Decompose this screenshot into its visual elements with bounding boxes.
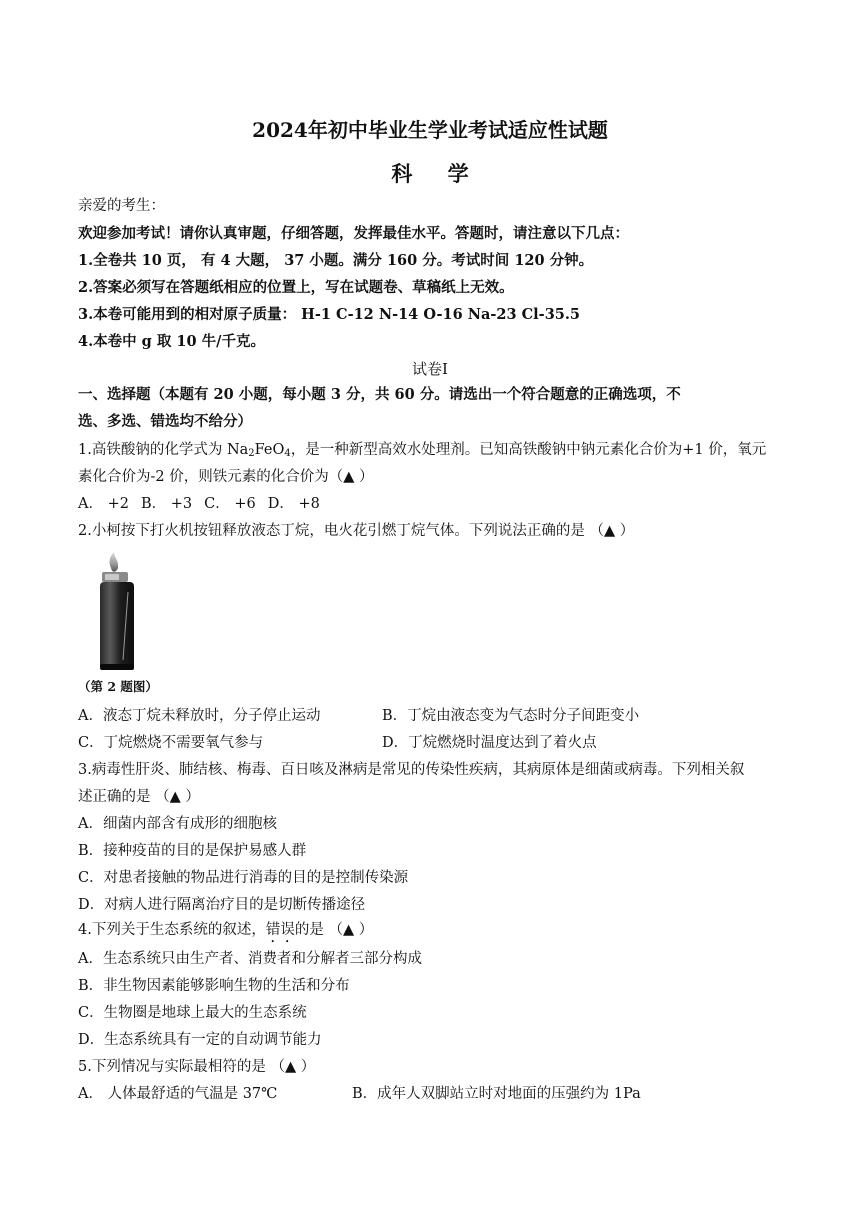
notice-intro: 欢迎参加考试！请你认真审题，仔细答题，发挥最佳水平。答题时，请注意以下几点：	[78, 225, 629, 242]
q3-option-b: B．接种疫苗的目的是保护易感人群	[78, 843, 307, 859]
q1-option-d: D． +8	[267, 496, 320, 512]
notice-item-2: 2.答案必须写在答题纸相应的位置上，写在试题卷、草稿纸上无效。	[78, 279, 514, 296]
q1-option-a: A． +2	[78, 496, 129, 512]
flame-icon	[110, 552, 119, 572]
exam-title: 2024年初中毕业生学业考试适应性试题	[252, 118, 608, 142]
q2-option-c: C．丁烷燃烧不需要氧气参与	[78, 735, 264, 751]
q4-option-d: D．生态系统具有一定的自动调节能力	[78, 1032, 322, 1048]
q2-stem: 2.小柯按下打火机按钮释放液态丁烷，电火花引燃丁烷气体。下列说法正确的是 （▲ ）	[78, 523, 635, 539]
q4-option-c: C．生物圈是地球上最大的生态系统	[78, 1005, 307, 1021]
notice-item-1: 1.全卷共 10 页， 有 4 大题， 37 小题。满分 160 分。考试时间 120 分钟。	[78, 252, 594, 269]
notice-item-3: 3.本卷可能用到的相对原子质量： H-1 C-12 N-14 O-16 Na-23 Cl-35.5	[78, 306, 581, 323]
q1-stem-line1: 1.高铁酸钠的化学式为 $Na_2FeO_4$，是一种新型高效水处理剂。已知高铁酸钠中钠元素化合价为+1 价，氧元	[78, 442, 767, 459]
paper-label: 试卷Ⅰ	[412, 360, 448, 378]
q3-option-d: D．对病人进行隔离治疗目的是切断传播途径	[78, 897, 366, 913]
q1-option-c: C． +6	[204, 496, 256, 512]
q3-option-c: C．对患者接触的物品进行消毒的目的是控制传染源	[78, 870, 409, 886]
q5-option-b: B．成年人双脚站立时对地面的压强约为 1Pa	[352, 1086, 641, 1102]
lighter-body	[100, 582, 134, 670]
q3-option-a: A．细菌内部含有成形的细胞核	[78, 816, 277, 832]
q2-figure-caption: （第 2 题图）	[78, 679, 158, 694]
q2-option-d: D．丁烷燃烧时温度达到了着火点	[382, 735, 597, 751]
q3-stem-line1: 3.病毒性肝炎、肺结核、梅毒、百日咳及淋病是常见的传染性疾病，其病原体是细菌或病毒。下列相关叙	[78, 762, 745, 778]
q4-option-b: B．非生物因素能够影响生物的生活和分布	[78, 978, 350, 994]
lighter-figure	[90, 552, 150, 674]
q1-stem-line2: 素化合价为-2 价，则铁元素的化合价为（▲ ）	[78, 469, 374, 485]
q2-option-a: A．液态丁烷未释放时，分子停止运动	[78, 708, 321, 724]
q4-emphasis: 错误	[265, 922, 295, 938]
notice-item-4: 4.本卷中 g 取 10 牛/千克。	[78, 333, 265, 350]
q5-stem: 5.下列情况与实际最相符的是 （▲ ）	[78, 1059, 316, 1075]
q1-options	[78, 494, 332, 514]
subject-title: 科 学	[391, 161, 483, 186]
section1-heading-line1: 一、选择题（本题有 20 小题，每小题 3 分，共 60 分。请选出一个符合题意的正确选项，不	[78, 386, 681, 403]
section1-heading-line2: 选、多选、错选均不给分）	[78, 413, 252, 430]
q5-option-a: A． 人体最舒适的气温是 37℃	[78, 1086, 278, 1102]
q3-stem-line2: 述正确的是 （▲ ）	[78, 789, 200, 805]
notice-greeting: 亲爱的考生：	[78, 198, 165, 214]
q2-option-b: B．丁烷由液态变为气态时分子间距变小	[382, 708, 640, 724]
q4-option-a: A．生态系统只由生产者、消费者和分解者三部分构成	[78, 951, 422, 967]
q1-option-b: B． +3	[140, 496, 193, 512]
q4-stem: 4.下列关于生态系统的叙述，错误的是 （▲ ）	[78, 922, 374, 938]
